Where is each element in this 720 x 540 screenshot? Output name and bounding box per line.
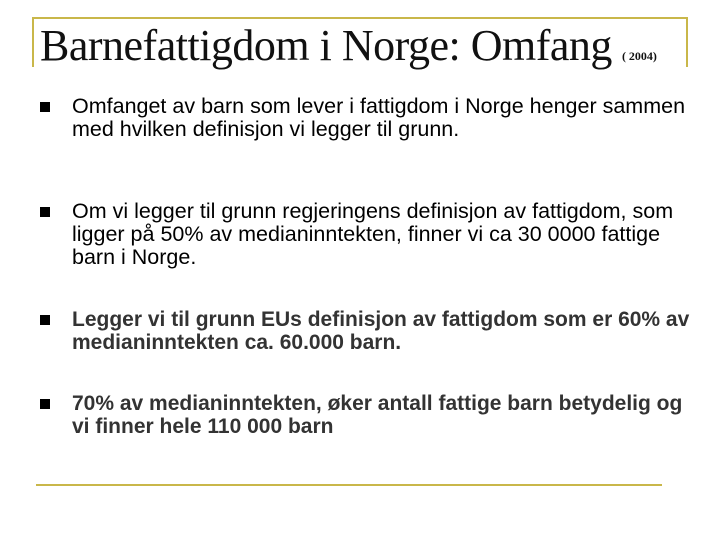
bullet-item-2 <box>40 200 690 269</box>
slide-title <box>40 20 657 71</box>
bullet-item-4 <box>40 392 690 438</box>
bullet-text-1: Omfanget av barn som lever i fattigdom i Norge henger sammen med hvilken definisjon vi legger til grunn. <box>72 94 686 141</box>
bullet-item-1 <box>40 95 690 141</box>
bullet-text-3: Legger vi til grunn EUs definisjon av fattigdom som er 60% av medianinntekten ca. 60.000 barn. <box>72 308 690 354</box>
slide-title-text: Barnefattigdom i Norge: Omfang <box>40 21 612 70</box>
bullet-item-3 <box>40 308 690 354</box>
title-frame-left-border <box>32 17 34 67</box>
bullet-square-icon <box>40 315 50 325</box>
bullet-square-icon <box>40 102 50 112</box>
bottom-divider-line <box>36 484 662 486</box>
bullet-text-2: Om vi legger til grunn regjeringens definisjon av fattigdom, som ligger på 50% av medianinntekten, finner vi ca 30 0000 fattige barn i Norge. <box>72 199 674 269</box>
bullet-square-icon <box>40 399 50 409</box>
title-frame-top-border <box>32 17 688 19</box>
title-frame-right-border <box>686 17 688 67</box>
bullet-square-icon <box>40 207 50 217</box>
bullet-text-4: 70% av medianinntekten, øker antall fattige barn betydelig og vi finner hele 110 000 barn <box>72 392 683 438</box>
slide-title-year: ( 2004) <box>621 49 657 63</box>
